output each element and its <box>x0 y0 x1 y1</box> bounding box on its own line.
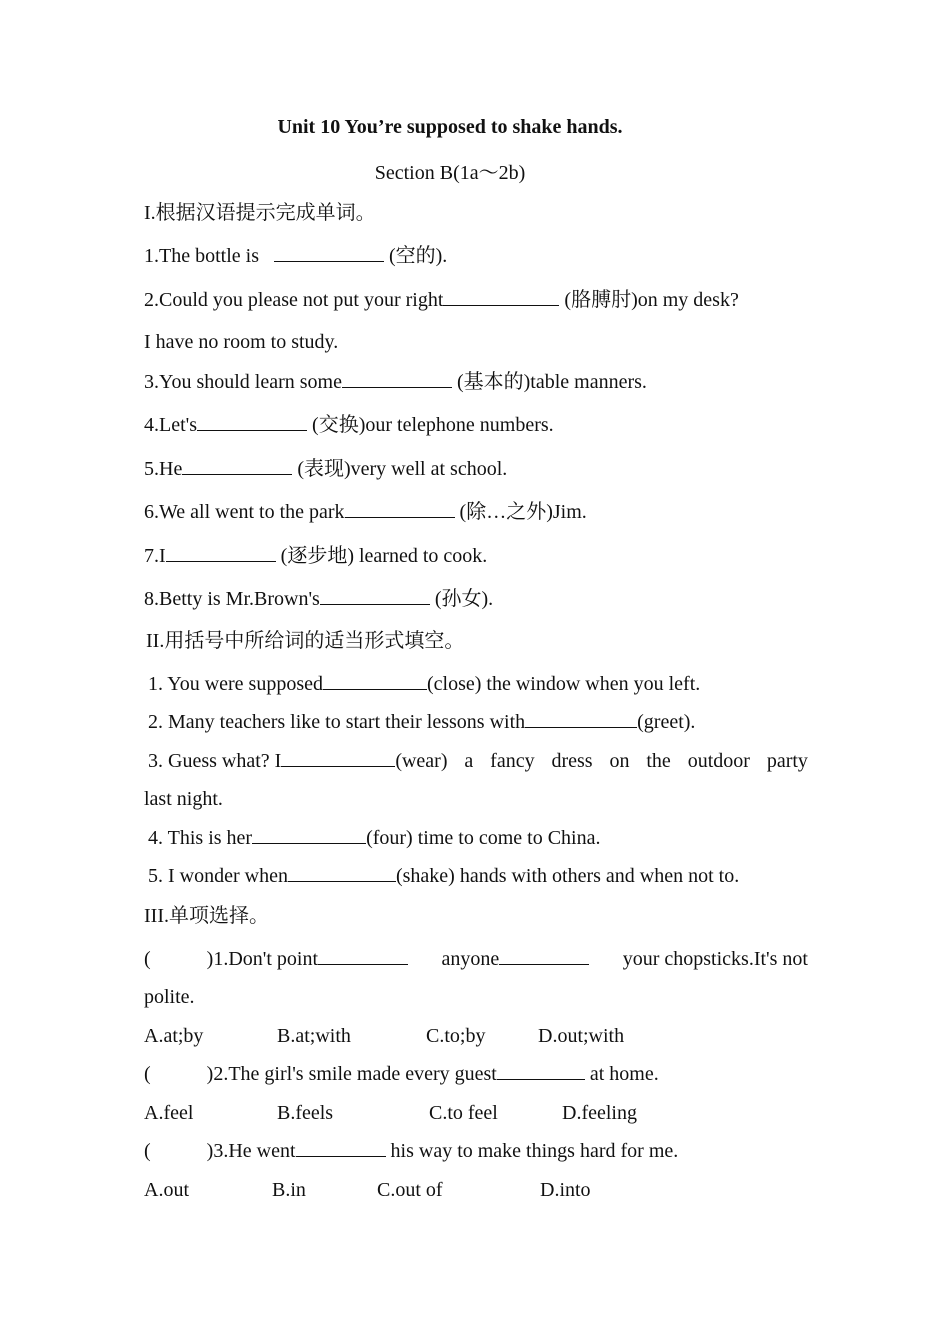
part1-question-7: 7.I (逐步地) learned to cook. <box>144 545 488 567</box>
answer-blank[interactable] <box>443 287 559 306</box>
part2-question-1: 1. You were supposed (close) the window when you left. <box>148 673 701 695</box>
part3-heading: III.单项选择。 <box>144 905 269 927</box>
page-title: Unit 10 You’re supposed to shake hands. <box>277 116 623 138</box>
part3-question-1: ( )1.Don't point anyone your chopsticks.It's not <box>144 948 808 970</box>
answer-blank[interactable] <box>525 709 637 728</box>
answer-blank[interactable] <box>281 748 395 767</box>
part3-question-3: ( )3.He went his way to make things hard for me. <box>144 1140 679 1162</box>
option-c[interactable]: C.out of <box>377 1179 443 1201</box>
option-a[interactable]: A.out <box>144 1179 189 1201</box>
part2-question-2: 2. Many teachers like to start their lessons with (greet). <box>148 711 696 733</box>
part2-question-3-continued: last night. <box>144 788 223 810</box>
answer-blank[interactable] <box>166 543 276 562</box>
part1-question-4: 4.Let's (交换)our telephone numbers. <box>144 414 554 436</box>
option-b[interactable]: B.in <box>272 1179 306 1201</box>
part1-question-6: 6.We all went to the park (除…之外)Jim. <box>144 501 587 523</box>
answer-blank[interactable] <box>182 456 292 475</box>
option-d[interactable]: D.feeling <box>562 1102 637 1124</box>
section-subtitle: Section B(1a～2b) <box>374 162 526 184</box>
part2-question-3: 3. Guess what? I (wear) a fancy dress on the outdoor party <box>148 750 808 772</box>
answer-blank[interactable] <box>296 1138 386 1157</box>
option-a[interactable]: A.feel <box>144 1102 194 1124</box>
option-b[interactable]: B.at;with <box>277 1025 351 1047</box>
answer-blank[interactable] <box>320 586 430 605</box>
part3-question-2: ( )2.The girl's smile made every guest at home. <box>144 1063 659 1085</box>
answer-blank[interactable] <box>342 369 452 388</box>
option-d[interactable]: D.into <box>540 1179 591 1201</box>
answer-blank[interactable] <box>345 499 455 518</box>
part2-heading: II.用括号中所给词的适当形式填空。 <box>146 630 465 652</box>
option-a[interactable]: A.at;by <box>144 1025 204 1047</box>
part2-question-4: 4. This is her (four) time to come to China. <box>148 827 601 849</box>
part1-heading: I.根据汉语提示完成单词。 <box>144 202 376 224</box>
answer-blank[interactable] <box>197 412 307 431</box>
answer-blank[interactable] <box>499 946 589 965</box>
answer-blank[interactable] <box>274 243 384 262</box>
part1-question-8: 8.Betty is Mr.Brown's (孙女). <box>144 588 494 610</box>
answer-blank[interactable] <box>288 863 396 882</box>
option-c[interactable]: C.to feel <box>429 1102 498 1124</box>
answer-blank[interactable] <box>318 946 408 965</box>
part1-question-2: 2.Could you please not put your right (胳膊肘)on my desk? <box>144 289 739 311</box>
answer-blank[interactable] <box>497 1061 585 1080</box>
part1-question-2-continued: I have no room to study. <box>144 331 339 353</box>
part1-question-1: 1.The bottle is (空的). <box>144 245 448 267</box>
option-c[interactable]: C.to;by <box>426 1025 486 1047</box>
part3-question-1-continued: polite. <box>144 986 195 1008</box>
answer-blank[interactable] <box>323 671 427 690</box>
answer-blank[interactable] <box>252 825 366 844</box>
part1-question-3: 3.You should learn some (基本的)table manners. <box>144 371 647 393</box>
part1-question-5: 5.He (表现)very well at school. <box>144 458 508 480</box>
option-b[interactable]: B.feels <box>277 1102 334 1124</box>
part2-question-5: 5. I wonder when (shake) hands with others and when not to. <box>148 865 740 887</box>
option-d[interactable]: D.out;with <box>538 1025 625 1047</box>
